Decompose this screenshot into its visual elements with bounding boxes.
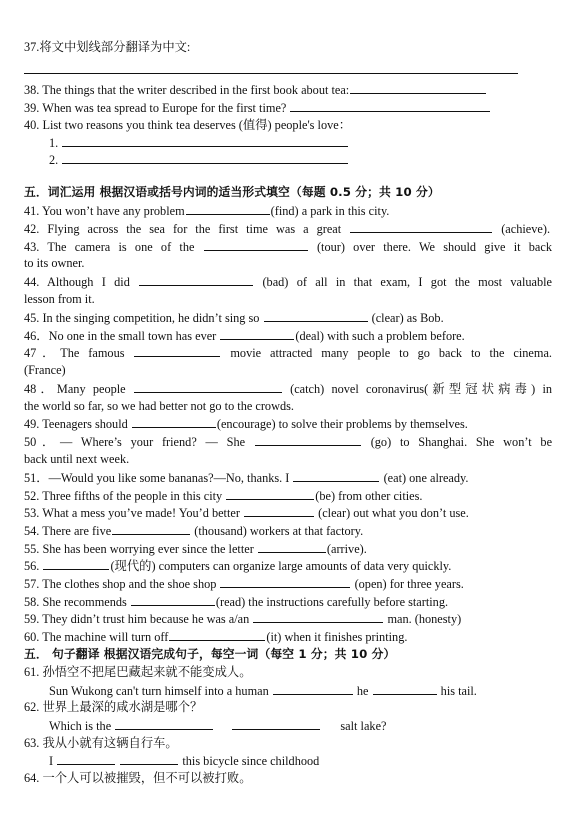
answer-blank-61-2[interactable] bbox=[373, 682, 437, 695]
answer-blank-60[interactable] bbox=[169, 628, 265, 641]
question-40-item-2 bbox=[49, 151, 529, 167]
question-45 bbox=[24, 309, 550, 325]
q-text-b: he bbox=[356, 684, 369, 698]
question-51 bbox=[24, 469, 550, 485]
q-text-b: movie attracted many people to go back to the cinema. bbox=[230, 346, 552, 360]
question-48-cont: the world so far, so we had better not go to the crowds. bbox=[24, 399, 294, 413]
question-49 bbox=[24, 415, 550, 431]
question-56 bbox=[24, 557, 550, 573]
q-text-a: 56. bbox=[24, 559, 40, 573]
item-number: 2. bbox=[49, 153, 59, 167]
answer-blank-40-1[interactable] bbox=[62, 134, 348, 147]
q-text-b: (encourage) to solve their problems by themselves. bbox=[216, 417, 468, 431]
q-text-b: (arrive). bbox=[326, 542, 367, 556]
answer-blank-54[interactable] bbox=[112, 522, 190, 535]
q-text-b: (clear) as Bob. bbox=[371, 311, 444, 325]
answer-blank-52[interactable] bbox=[226, 487, 314, 500]
answer-blank-57[interactable] bbox=[220, 575, 350, 588]
question-44 bbox=[24, 273, 552, 289]
question-58 bbox=[24, 593, 550, 609]
answer-blank-45[interactable] bbox=[264, 309, 368, 322]
q-text-b: salt lake? bbox=[340, 719, 387, 733]
question-62-sentence bbox=[49, 717, 529, 733]
answer-blank-62-1[interactable] bbox=[115, 717, 213, 730]
question-42 bbox=[24, 220, 550, 236]
q-text-a: 43. The camera is one of the bbox=[24, 240, 195, 254]
answer-blank-56[interactable] bbox=[43, 557, 109, 570]
q-text-a: 47．The famous bbox=[24, 346, 125, 360]
answer-blank-58[interactable] bbox=[131, 593, 215, 606]
q-text-a: 50．— Where’s your friend? — She bbox=[24, 435, 246, 449]
item-number: 1. bbox=[49, 136, 59, 150]
answer-blank-39[interactable] bbox=[290, 99, 490, 112]
section-vocabulary-heading: 五．词汇运用 根据汉语或括号内词的适当形式填空（每题 0.5 分；共 10 分） bbox=[24, 185, 440, 199]
answer-blank-62-2[interactable] bbox=[232, 717, 320, 730]
q-text-a: 41. You won’t have any problem bbox=[24, 204, 185, 218]
q-text-b: (bad) of all in that exam, I got the most valuable bbox=[262, 275, 552, 289]
q-text-b: (clear) out what you don’t use. bbox=[318, 506, 469, 520]
q-text-a: 48．Many people bbox=[24, 382, 126, 396]
answer-blank-41[interactable] bbox=[186, 202, 270, 215]
answer-blank-51[interactable] bbox=[293, 469, 379, 482]
q-text-a: 58. She recommends bbox=[24, 595, 127, 609]
q-text-a: 44. Although I did bbox=[24, 275, 130, 289]
answer-blank-43[interactable] bbox=[204, 238, 308, 251]
q-text-a: Sun Wukong can't turn himself into a human bbox=[49, 684, 269, 698]
question-55 bbox=[24, 540, 550, 556]
question-38 bbox=[24, 81, 550, 97]
q-text-a: 60. The machine will turn off bbox=[24, 630, 169, 644]
answer-blank-44[interactable] bbox=[139, 273, 253, 286]
q-text-a: 59. They didn’t trust him because he was a/an bbox=[24, 612, 250, 626]
question-53 bbox=[24, 504, 550, 520]
section-translation-heading: 五． 句子翻译 根据汉语完成句子，每空一词（每空 1 分；共 10 分） bbox=[24, 647, 396, 661]
q-text-b: (read) the instructions carefully before starting. bbox=[215, 595, 449, 609]
question-61-sentence bbox=[49, 682, 529, 698]
question-50 bbox=[24, 433, 552, 449]
q-text-b: (deal) with such a problem before. bbox=[295, 329, 465, 343]
question-44-cont: lesson from it. bbox=[24, 292, 95, 306]
q-text-b: man. (honesty) bbox=[387, 612, 462, 626]
q-text-a: 51．—Would you like some bananas?—No, thanks. I bbox=[24, 471, 290, 485]
q-text-a: 55. She has been worrying ever since the letter bbox=[24, 542, 254, 556]
question-37-text: 37.将文中划线部分翻译为中文: bbox=[24, 40, 191, 54]
answer-blank-63-2[interactable] bbox=[120, 752, 178, 765]
answer-blank-63-1[interactable] bbox=[57, 752, 115, 765]
question-39-text: 39. When was tea spread to Europe for the first time? bbox=[24, 101, 287, 115]
question-52 bbox=[24, 487, 550, 503]
q-text-a: Which is the bbox=[49, 719, 112, 733]
q-text-b: (thousand) workers at that factory. bbox=[194, 524, 364, 538]
q-text-b: this bicycle since childhood bbox=[182, 754, 320, 768]
question-38-text: 38. The things that the writer described in the first book about tea: bbox=[24, 83, 350, 97]
q-text-b: (catch) novel coronavirus(新型冠状病毒) in bbox=[290, 382, 552, 396]
q-text-b: (现代的) computers can organize large amounts of data very quickly. bbox=[110, 559, 452, 573]
q-text-c: his tail. bbox=[440, 684, 477, 698]
q-text-b: (find) a park in this city. bbox=[270, 204, 390, 218]
q-text-b: (go) to Shanghai. She won’t be bbox=[370, 435, 552, 449]
question-63-sentence bbox=[49, 752, 529, 768]
question-40-text: 40. List two reasons you think tea deserves (值得) people's love： bbox=[24, 118, 351, 132]
question-43 bbox=[24, 238, 552, 254]
question-46 bbox=[24, 327, 550, 343]
question-57 bbox=[24, 575, 550, 591]
answer-blank-47[interactable] bbox=[134, 344, 220, 357]
answer-blank-48[interactable] bbox=[134, 380, 282, 393]
question-60 bbox=[24, 628, 550, 644]
question-47 bbox=[24, 344, 552, 360]
q-text-a: 57. The clothes shop and the shoe shop bbox=[24, 577, 217, 591]
answer-blank-53[interactable] bbox=[244, 504, 314, 517]
answer-line-37[interactable] bbox=[24, 73, 518, 74]
q-text-b: (open) for three years. bbox=[354, 577, 464, 591]
question-41 bbox=[24, 202, 550, 218]
question-47-cont: (France) bbox=[24, 363, 66, 377]
question-64: 64. 一个人可以被摧毁，但不可以被打败。 bbox=[24, 771, 252, 785]
q-text-a: 42. Flying across the sea for the first time was a great bbox=[24, 222, 342, 236]
q-text-a: 49. Teenagers should bbox=[24, 417, 128, 431]
q-text-a: 45. In the singing competition, he didn’t sing so bbox=[24, 311, 260, 325]
q-text-a: 54. There are five bbox=[24, 524, 112, 538]
question-39 bbox=[24, 99, 550, 115]
answer-blank-40-2[interactable] bbox=[62, 151, 348, 164]
answer-blank-42[interactable] bbox=[350, 220, 492, 233]
question-50-cont: back until next week. bbox=[24, 452, 130, 466]
question-40 bbox=[24, 117, 550, 133]
question-54 bbox=[24, 522, 550, 538]
question-40-item-1 bbox=[49, 134, 529, 150]
answer-blank-49[interactable] bbox=[132, 415, 216, 428]
q-text-a: 52. Three fifths of the people in this city bbox=[24, 489, 223, 503]
question-43-cont: to its owner. bbox=[24, 256, 85, 270]
question-62: 62. 世界上最深的咸水湖是哪个？ bbox=[24, 700, 203, 714]
question-61: 61. 孙悟空不把尾巴藏起来就不能变成人。 bbox=[24, 665, 252, 679]
q-text-b: (achieve). bbox=[501, 222, 550, 236]
question-37 bbox=[24, 39, 550, 55]
question-63: 63. 我从小就有这辆自行车。 bbox=[24, 736, 178, 750]
q-text-b: (be) from other cities. bbox=[315, 489, 423, 503]
answer-blank-59[interactable] bbox=[253, 610, 383, 623]
answer-blank-50[interactable] bbox=[255, 433, 361, 446]
answer-blank-55[interactable] bbox=[258, 540, 326, 553]
q-text-b: (tour) over there. We should give it back bbox=[316, 240, 552, 254]
q-text-a: 46．No one in the small town has ever bbox=[24, 329, 217, 343]
answer-blank-46[interactable] bbox=[220, 327, 294, 340]
q-text-a: I bbox=[49, 754, 54, 768]
q-text-b: (eat) one already. bbox=[383, 471, 469, 485]
question-59 bbox=[24, 610, 550, 626]
q-text-b: (it) when it finishes printing. bbox=[266, 630, 408, 644]
question-48 bbox=[24, 380, 552, 396]
q-text-a: 53. What a mess you’ve made! You’d better bbox=[24, 506, 240, 520]
answer-blank-38[interactable] bbox=[350, 81, 486, 94]
answer-blank-61-1[interactable] bbox=[273, 682, 353, 695]
